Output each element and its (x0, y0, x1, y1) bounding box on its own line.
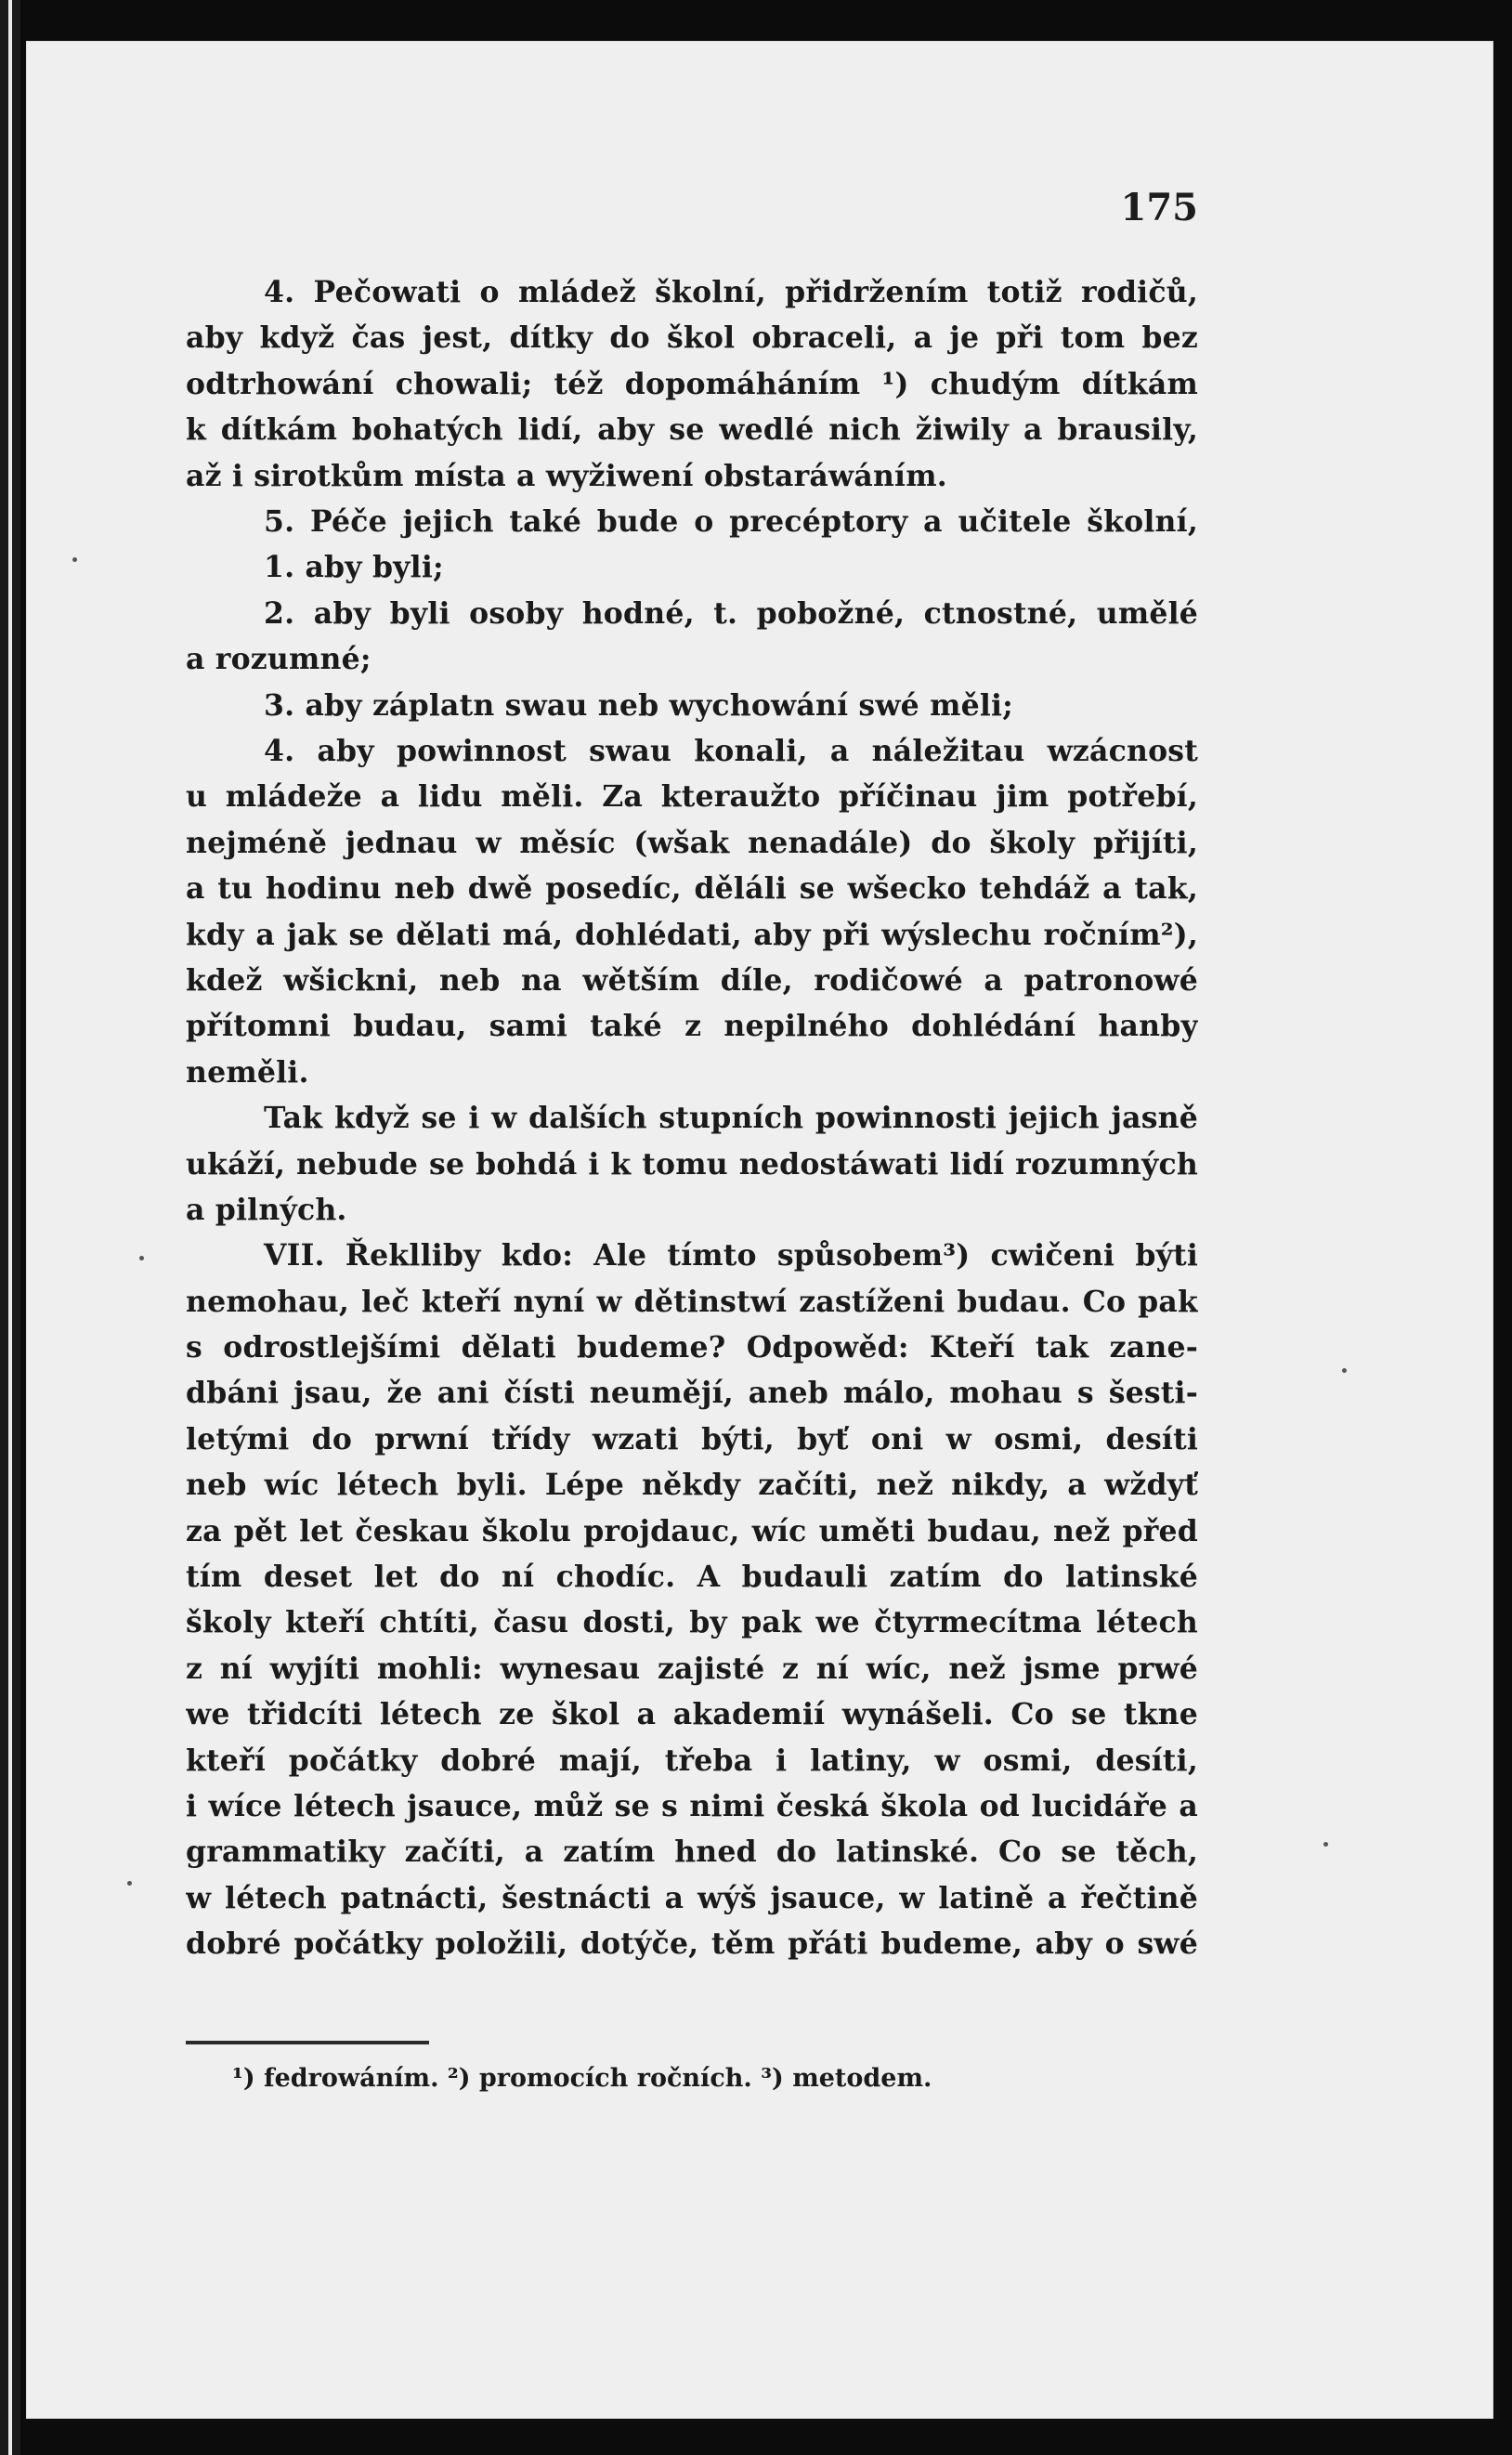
text-line: nejméně jednau w měsíc (wšak nenadále) do školy přijíti, (186, 825, 1198, 860)
text-line: kteří počátky dobré mají, třeba i latiny, w osmi, desíti, (186, 1743, 1198, 1778)
text-line: we třidcíti létech ze škol a akademií wynášeli. Co se tkne (186, 1697, 1198, 1732)
body-text (186, 269, 1198, 1967)
dust-speck (1323, 1842, 1328, 1847)
text-line: 1. aby byli; (264, 550, 444, 585)
text-line: 4. aby powinnost swau konali, a náležitau wzácnost (264, 733, 1198, 768)
text-line: 5. Péče jejich také bude o precéptory a učitele školní, (264, 503, 1198, 539)
dust-speck (139, 1256, 144, 1260)
text-line: nemohau, leč kteří nyní w dětinstwí zastíženi budau. Co pak (186, 1284, 1198, 1319)
text-line: z ní wyjíti mohli: wynesau zajisté z ní wíc, než jsme prwé (186, 1651, 1198, 1686)
text-line: 3. aby záplatn swau neb wychowání swé měli; (264, 687, 1014, 723)
dust-speck (72, 557, 77, 562)
text-line: 2. aby byli osoby hodné, t. pobožné, ctnostné, umělé (264, 595, 1198, 631)
text-line: neměli. (186, 1054, 309, 1090)
text-line: u mládeže a lidu měli. Za kteraužto příčinau jim potřebí, (186, 779, 1198, 815)
text-line: za pět let českau školu projdauc, wíc uměti budau, než před (186, 1513, 1198, 1548)
text-line: grammatiky začíti, a zatím hned do latinské. Co se těch, (186, 1835, 1198, 1870)
text-line: a tu hodinu neb dwě posedíc, děláli se wšecko tehdáž a tak, (186, 871, 1198, 907)
text-line: odtrhowání chowali; též dopomáháním ¹) chudým dítkám (186, 366, 1198, 401)
footnotes: ¹) fedrowáním. ²) promocích ročních. ³) metodem. (232, 2064, 932, 2093)
text-line: w létech patnácti, šestnácti a wýš jsauce, w latině a řečtině (186, 1880, 1198, 1915)
text-line: 4. Pečowati o mládež školní, přidržením totiž rodičů, (264, 275, 1198, 309)
text-line: Tak když se i w dalších stupních powinnosti jejich jasně (264, 1101, 1198, 1136)
text-line: aby když čas jest, dítky do škol obraceli, a je při tom bez (186, 320, 1198, 356)
text-line: ukáží, nebude se bohdá i k tomu nedostáwati lidí rozumných (186, 1146, 1198, 1182)
page-number: 175 (1120, 186, 1198, 229)
text-line: neb wíc létech byli. Lépe někdy začíti, než nikdy, a wždyť (186, 1468, 1198, 1503)
text-line: VII. Řeklliby kdo: Ale tímto spůsobem³) cwičeni býti (264, 1238, 1198, 1273)
text-line: dbáni jsau, že ani čísti neumějí, aneb málo, mohau s šesti- (186, 1376, 1198, 1411)
text-line: i wíce létech jsauce, můž se s nimi česká škola od lucidáře a (186, 1788, 1198, 1823)
text-line: s odrostlejšími dělati budeme? Odpowěd: Kteří tak zane- (186, 1330, 1198, 1365)
text-line: tím deset let do ní chodíc. A budauli zatím do latinské (186, 1560, 1198, 1595)
text-line: kdy a jak se dělati má, dohlédati, aby při wýslechu ročním²), (186, 917, 1198, 952)
text-line: kdež wšickni, neb na wětším díle, rodičowé a patronowé (186, 962, 1198, 998)
adjacent-page-line (8, 0, 12, 2455)
text-line: a pilných. (186, 1192, 347, 1227)
text-line: přítomni budau, sami také z nepilného dohlédání hanby (186, 1009, 1198, 1044)
text-line: k dítkám bohatých lidí, aby se wedlé nich žiwily a brausily, (186, 412, 1198, 448)
dust-speck (1342, 1368, 1347, 1373)
footnote-rule (186, 2041, 429, 2044)
text-line: a rozumné; (186, 642, 371, 677)
text-line: školy kteří chtíti, času dosti, by pak we čtyrmecítma létech (186, 1605, 1198, 1640)
adjacent-page-edge (0, 0, 20, 2455)
dust-speck (127, 1881, 132, 1886)
text-line: dobré počátky položili, dotýče, těm přáti budeme, aby o swé (186, 1926, 1198, 1962)
text-line: letými do prwní třídy wzati býti, byť oni w osmi, desíti (186, 1421, 1198, 1456)
text-line: až i sirotkům místa a wyžiwení obstaráwáním. (186, 458, 947, 493)
